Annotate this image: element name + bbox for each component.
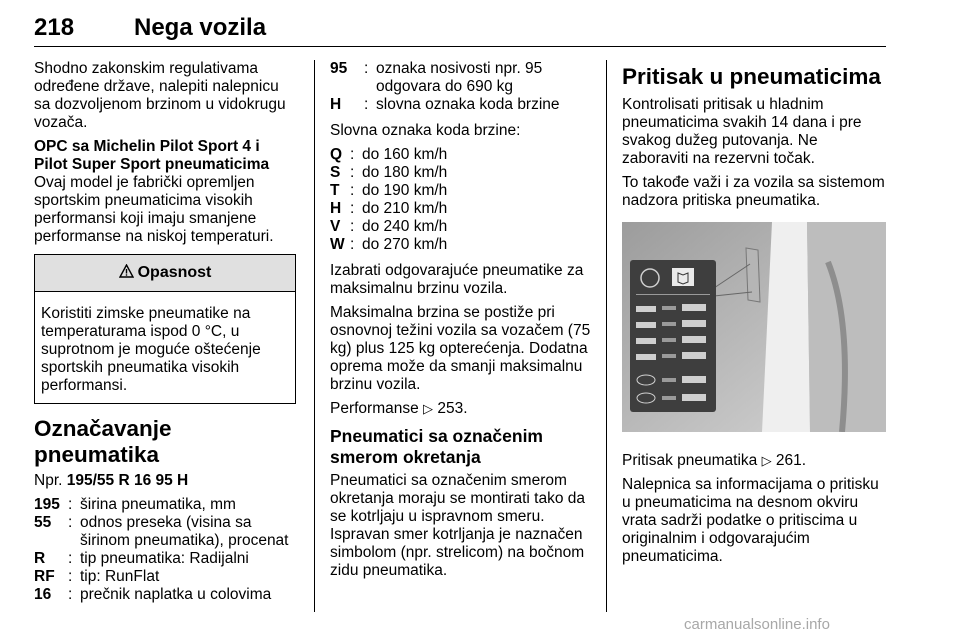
opc-heading: OPC sa Michelin Pilot Sport 4 i Pilot Super Sport pneumaticima <box>34 138 270 173</box>
definition-row: H : slovna oznaka koda brzine <box>330 96 560 113</box>
pressure-label-paragraph: Nalepnica sa informacijama o pritisku u pneumaticima na desnom okviru vrata sadrži podatke o pritiscima u originalnim i odgovarajućim pneumaticima. <box>622 476 879 565</box>
intro-paragraph: Shodno zakonskim regulativama određene države, nalepiti nalepnicu sa dozvoljenom brzinom u vidokrugu vozača. <box>34 60 286 131</box>
page-header <box>34 14 886 47</box>
definition-row: 95 : oznaka nosivosti npr. 95 odgovara do 690 kg <box>330 60 543 95</box>
speed-codes <box>330 146 595 254</box>
example-line <box>34 472 296 490</box>
page-title: Nega vozila <box>134 14 267 41</box>
speed-row: H : do 210 km/h <box>330 200 448 217</box>
page-ref-icon: ▷ <box>423 401 434 416</box>
marking-definitions-cont <box>330 60 595 114</box>
page-number: 218 <box>34 14 75 41</box>
watermark: carmanualsonline.info <box>684 616 830 633</box>
performance-reference[interactable]: Performanse ▷ 253. <box>330 400 468 417</box>
column-left <box>34 60 296 604</box>
speed-intro: Slovna oznaka koda brzine: <box>330 122 521 139</box>
pressure-check-paragraph: Kontrolisati pritisak u hladnim pneumaticima svakih 14 dana i pre svakog dužeg putovanja. Ne zaboraviti na rezervni točak. <box>622 96 862 167</box>
definition-row: 16 : prečnik naplatka u colovima <box>34 586 272 603</box>
example-prefix: Npr. <box>34 472 63 489</box>
warning-text: Koristiti zimske pneumatike na temperaturama ispod 0 °C, u suprotnom je moguće oštećenje sportskih pneumatika visokih performansi. <box>41 305 261 394</box>
speed-row: Q : do 160 km/h <box>330 146 448 163</box>
tire-pressure-heading: Pritisak u pneumaticima <box>622 64 881 89</box>
definition-row: R : tip pneumatika: Radijalni <box>34 550 249 567</box>
select-tires-paragraph: Izabrati odgovarajuće pneumatike za maksimalnu brzinu vozila. <box>330 262 584 297</box>
opc-paragraph: Ovaj model je fabrički opremljen sportskim pneumaticima visokih performansi koji imaju smanjene performanse na niskoj temperaturi. <box>34 174 274 245</box>
definition-row: 55 : odnos preseka (visina sa širinom pneumatika), procenat <box>34 514 289 549</box>
tire-marking-heading: Označavanje pneumatika <box>34 416 172 467</box>
definition-row: RF : tip: RunFlat <box>34 568 160 585</box>
speed-row: S : do 180 km/h <box>330 164 448 181</box>
column-middle <box>330 60 595 580</box>
warning-triangle-icon <box>119 264 134 283</box>
speed-row: V : do 240 km/h <box>330 218 448 235</box>
pressure-reference[interactable]: Pritisak pneumatika ▷ 261. <box>622 452 807 469</box>
pressure-monitoring-paragraph: To takođe važi i za vozila sa sistemom nadzora pritiska pneumatika. <box>622 174 885 209</box>
column-divider <box>314 60 315 612</box>
directional-tires-heading: Pneumatici sa označenim smerom okretanja <box>330 426 543 467</box>
column-right <box>622 60 886 566</box>
warning-box <box>34 254 296 404</box>
speed-row: W : do 270 km/h <box>330 236 448 253</box>
page-ref-icon: ▷ <box>761 453 772 468</box>
tire-pressure-label-photo <box>622 222 886 432</box>
warning-header <box>35 255 295 292</box>
speed-row: T : do 190 km/h <box>330 182 448 199</box>
definition-row: 195 : širina pneumatika, mm <box>34 496 236 513</box>
directional-tires-paragraph: Pneumatici sa označenim smerom okretanja moraju se montirati tako da se kotrljaju u ispravnom smeru. Ispravan smer kotrljanja je naznačen simbolom (npr. strelicom) na bočnom zidu pneumatika. <box>330 472 586 579</box>
max-speed-paragraph: Maksimalna brzina se postiže pri osnovnoj težini vozila sa vozačem (75 kg) plus 125 kg opterećenja. Dodatna oprema može da smanji maksimalnu brzinu vozila. <box>330 304 591 393</box>
warning-title: Opasnost <box>137 264 212 281</box>
marking-definitions <box>34 496 296 604</box>
column-divider <box>606 60 607 612</box>
example-code: 195/55 R 16 95 H <box>66 472 189 489</box>
